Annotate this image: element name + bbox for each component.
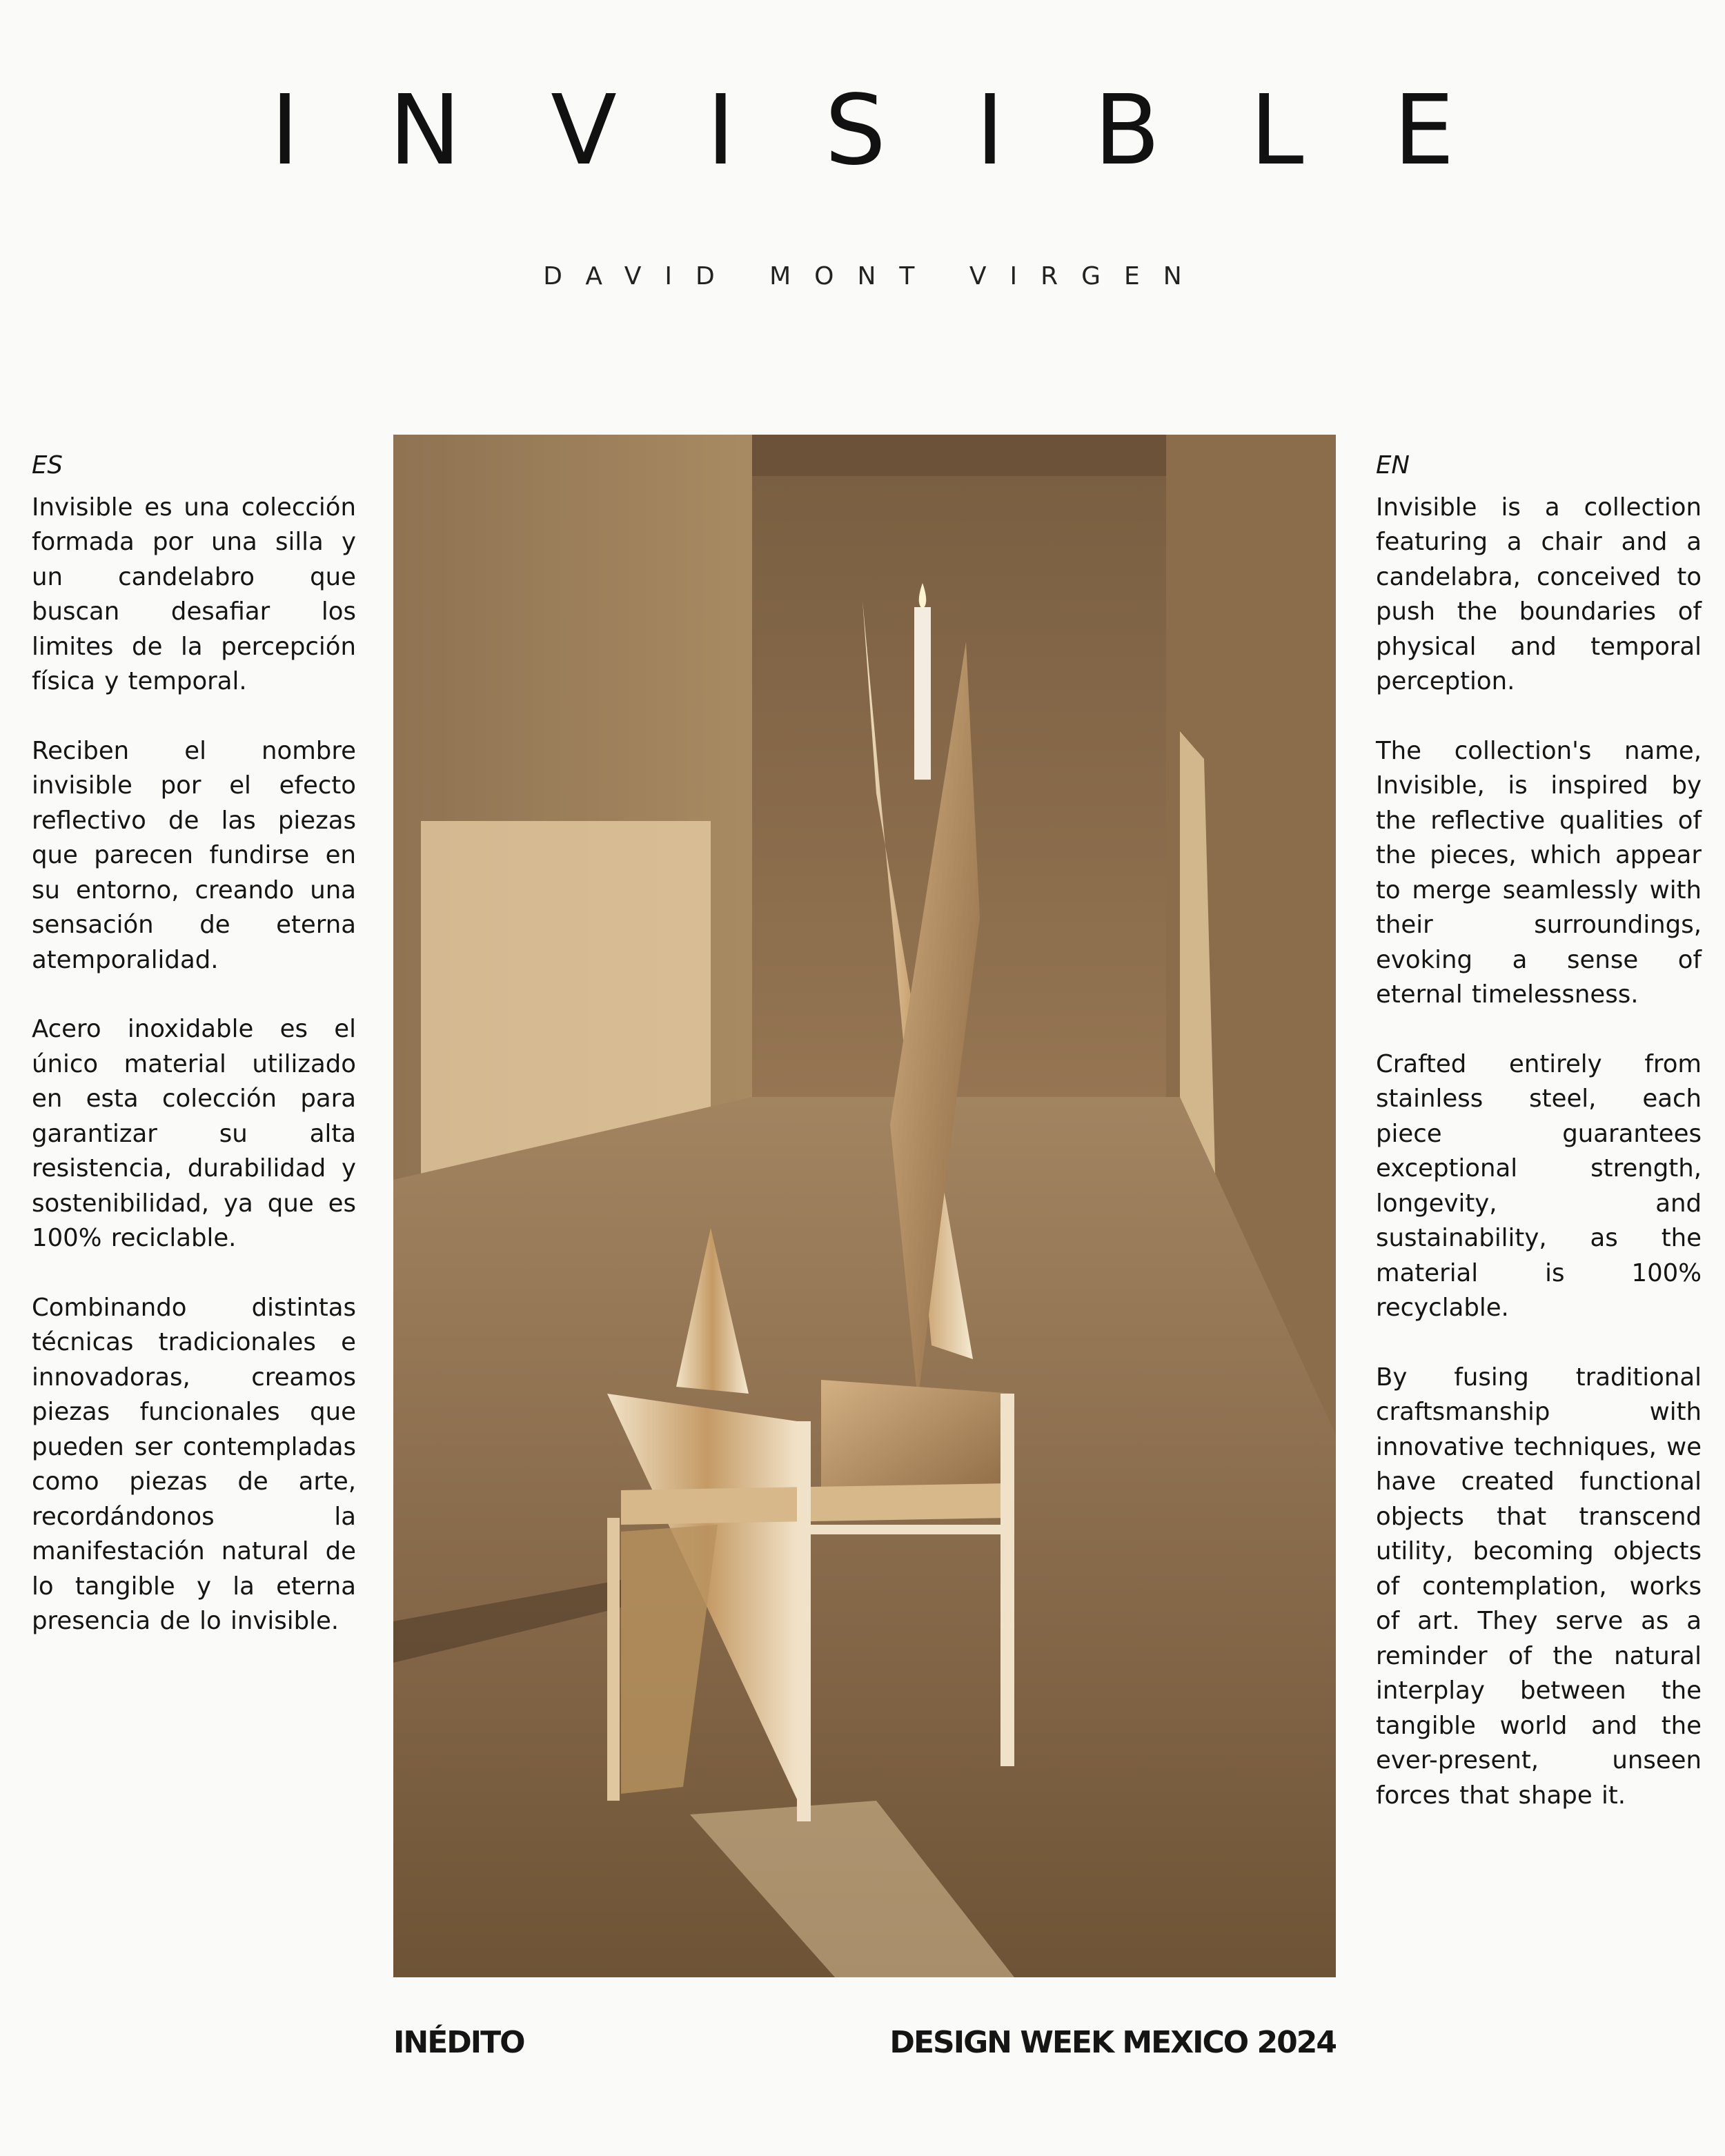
en-paragraph-1: Invisible is a collection featuring a chair and a candelabra, conceived to push the boundaries of physical and temporal perception. [1376, 493, 1702, 695]
es-paragraph-2: Reciben el nombre invisible por el efecto reflectivo de las piezas que parecen fundirse en su entorno, creando una sensación de eterna atemporalidad. [32, 736, 356, 974]
es-paragraph-1: Invisible es una colección formada por una silla y un candelabro que buscan desafiar los limites de la percepción física y temporal. [32, 493, 356, 695]
language-label-es: ES [32, 451, 63, 479]
publisher-label: INÉDITO [393, 2025, 524, 2060]
event-label: DESIGN WEEK MEXICO 2024 [889, 2025, 1336, 2060]
author-name: DAVID MONT VIRGEN [543, 262, 1205, 290]
page-title: INVISIBLE [270, 75, 1544, 187]
english-column [1376, 448, 1702, 1848]
es-paragraph-4: Combinando distintas técnicas tradicionales e innovadoras, creamos piezas funcionales que pueden ser contempladas como piezas de arte, recordándonos la manifestación natural de lo tangible y la eterna presencia de lo invisible. [32, 1293, 356, 1635]
en-paragraph-4: By fusing traditional craftsmanship with innovative techniques, we have created functional objects that transcend utility, becoming objects of contemplation, works of art. They serve as a reminder of the natural interplay between the tangible world and the ever-present, unseen forces that shape it. [1376, 1363, 1702, 1810]
en-paragraph-2: The collection's name, Invisible, is inspired by the reflective qualities of the pieces, which appear to merge seamlessly with their surroundings, evoking a sense of eternal timelessness. [1376, 736, 1702, 1009]
spanish-column [32, 448, 356, 1674]
language-label-en: EN [1376, 451, 1410, 479]
en-paragraph-3: Crafted entirely from stainless steel, each piece guarantees exceptional strength, longevity, and sustainability, as the material is 100% recyclable. [1376, 1049, 1702, 1322]
es-paragraph-3: Acero inoxidable es el único material utilizado en esta colección para garantizar su alta resistencia, durabilidad y sostenibilidad, ya que es 100% reciclable. [32, 1015, 356, 1252]
chair-candelabra-photo [393, 435, 1336, 1977]
